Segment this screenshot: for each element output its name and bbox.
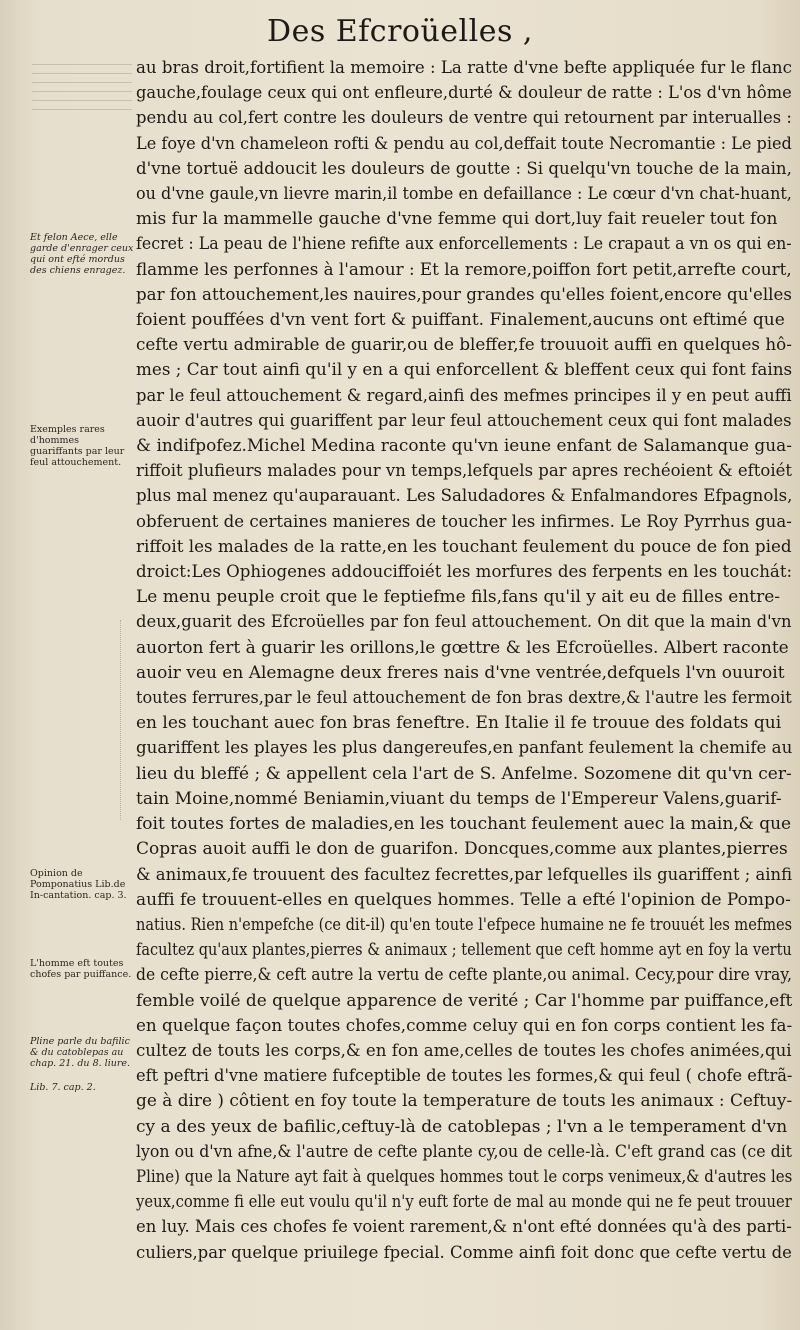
margin-note-aece: Et felon Aece, elle garde d'enrager ceux qui ont efté mordus des chiens enragez. — [30, 232, 134, 276]
text-line: en luy. Mais ces chofes fe voient rarement,& n'ont efté données qu'à des parti- — [136, 1217, 792, 1238]
body-text — [136, 56, 792, 1266]
text-line: toutes ferrures,par le feul attouchement de fon bras dextre,& l'autre les fermoit — [136, 688, 792, 709]
margin-notes — [4, 0, 134, 1330]
text-line: auffi fe trouuent-elles en quelques hommes. Telle a efté l'opinion de Pompo- — [136, 889, 791, 910]
margin-note-lib7: Lib. 7. cap. 2. — [30, 1082, 96, 1093]
text-line: Copras auoit auffi le don de guarifon. Doncques,comme aux plantes,pierres — [136, 839, 788, 860]
text-line: natius. Rien n'empefche (ce dit-il) qu'en toute l'efpece humaine ne fe trouuét les mefmes — [136, 914, 793, 935]
text-line: & indifpofez.Michel Medina raconte qu'vn ieune enfant de Salamanque gua- — [136, 436, 792, 457]
text-line: auoir veu en Alemagne deux freres nais d'vne ventrée,defquels l'vn ouuroit — [136, 662, 785, 683]
text-line: en les touchant auec fon bras feneftre. En Italie il fe trouue des foldats qui — [136, 713, 782, 734]
text-line: flamme les perfonnes à l'amour : Et la remore,poiffon fort petit,arrefte court, — [136, 259, 792, 280]
text-line: de cefte pierre,& ceft autre la vertu de cefte plante,ou animal. Cecy,pour dire vray, — [136, 965, 793, 986]
text-line: deux,guarit des Efcroüelles par fon feul attouchement. On dit que la main d'vn — [136, 612, 792, 633]
faded-margin-note — [32, 60, 132, 110]
text-line: facultez qu'aux plantes,pierres & animaux ; tellement que ceft homme ayt en foy la vertu — [136, 940, 792, 961]
text-line: Pline) que la Nature ayt fait à quelques hommes tout le corps venimeux,& d'autres les — [136, 1166, 793, 1187]
margin-note-pomponatius: Opinion de Pomponatius Lib.de In-cantation. cap. 3. — [30, 868, 127, 901]
text-line: guariffent les playes les plus dangereufes,en panfant feulement la chemife au — [136, 738, 793, 759]
text-line: Le menu peuple croit que le feptiefme fils,fans qu'il y ait eu de filles entre- — [136, 587, 781, 608]
text-line: par fon attouchement,les nauires,pour grandes qu'elles foient,encore qu'elles — [136, 284, 792, 305]
text-line: plus mal menez qu'auparauant. Les Saludadores & Enfalmandores Efpagnols, — [136, 486, 793, 507]
page-title: Des Efcroüelles , — [267, 14, 533, 49]
text-line: foient pouffées d'vn vent fort & puiffant. Finalement,aucuns ont eftimé que — [136, 310, 785, 331]
text-line: droict:Les Ophiogenes addouciffoiét les morfures des ferpents en les touchát: — [136, 562, 793, 583]
text-line: fecret : La peau de l'hiene refifte aux enforcellements : Le crapaut a vn os qui en- — [136, 234, 792, 255]
text-line: & animaux,fe trouuent des facultez fecrettes,par lefquelles ils guariffent ; ainfi — [136, 864, 793, 885]
text-line: lyon ou d'vn afne,& l'autre de cefte plante cy,ou de celle-là. C'eft grand cas (ce dit — [136, 1141, 793, 1162]
text-line: femble voilé de quelque apparence de verité ; Car l'homme par puiffance,eft — [136, 990, 793, 1011]
text-line: en quelque façon toutes chofes,comme celuy qui en fon corps contient les fa- — [136, 1015, 793, 1036]
margin-note-homme: L'homme eft toutes chofes par puiffance. — [30, 958, 132, 980]
text-line: au bras droit,fortifient la memoire : La ratte d'vne befte appliquée fur le flanc — [136, 58, 792, 78]
text-line: cultez de touts les corps,& en fon ame,celles de toutes les chofes animées,qui — [136, 1040, 792, 1061]
text-line: riffoit les malades de la ratte,en les touchant feulement du pouce de fon pied — [136, 536, 792, 557]
text-line: yeux,comme fi elle eut voulu qu'il n'y euft forte de mal au monde qui ne fe peut trouuer — [136, 1192, 792, 1213]
text-line: gauche,foulage ceux qui ont enfleure,durté & douleur de ratte : L'os d'vn hôme — [136, 83, 792, 104]
text-line: eft peftri d'vne matiere fufceptible de toutes les formes,& qui feul ( chofe eftrã- — [136, 1066, 793, 1087]
text-line: Le foye d'vn chameleon rofti & pendu au col,deffait toute Necromantie : Le pied — [136, 133, 792, 154]
text-line: lieu du bleffé ; & appellent cela l'art de S. Anfelme. Sozomene dit qu'vn cer- — [136, 763, 792, 784]
text-line: ge à dire ) côtient en foy toute la temperature de touts les animaux : Ceftuy- — [136, 1091, 793, 1112]
margin-note-pline: Pline parle du bafilic & du catoblepas au chap. 21. du 8. liure. — [30, 1036, 131, 1069]
text-line: tain Moine,nommé Beniamin,viuant du temps de l'Empereur Valens,guarif- — [136, 788, 782, 809]
text-line: foit toutes fortes de maladies,en les touchant feulement auec la main,& que — [136, 814, 792, 835]
text-line: ou d'vne gaule,vn lievre marin,il tombe en defaillance : Le cœur d'vn chat-huant, — [136, 184, 792, 205]
text-line: mes ; Car tout ainfi qu'il y en a qui enforcellent & bleffent ceux qui font fains — [136, 360, 793, 381]
text-line: mis fur la mammelle gauche d'vne femme qui dort,luy fait reueler tout fon — [136, 209, 778, 230]
gutter-mark — [120, 620, 137, 820]
margin-note-exemples: Exemples rares d'hommes guariffants par leur feul attouchement. — [30, 424, 125, 468]
text-line: auoir d'autres qui guariffent par leur feul attouchement ceux qui font malades — [136, 410, 792, 431]
text-line: par le feul attouchement & regard,ainfi des mefmes principes il y en peut auffi — [136, 385, 792, 406]
text-line: culiers,par quelque priuilege fpecial. Comme ainfi foit donc que cefte vertu de — [136, 1242, 792, 1263]
text-line: auorton fert à guarir les orillons,le gœttre & les Efcroüelles. Albert raconte — [136, 637, 789, 658]
text-line: obferuent de certaines manieres de toucher les infirmes. Le Roy Pyrrhus gua- — [136, 511, 792, 532]
text-line: cefte vertu admirable de guarir,ou de bleffer,fe trouuoit auffi en quelques hô- — [136, 335, 792, 356]
text-line: d'vne tortuë addoucit les douleurs de goutte : Si quelqu'vn touche de la main, — [136, 158, 792, 179]
text-line: cy a des yeux de bafilic,ceftuy-là de catoblepas ; l'vn a le temperament d'vn — [136, 1116, 788, 1137]
text-line: pendu au col,fert contre les douleurs de ventre qui retournent par interualles : — [136, 108, 792, 129]
text-line: riffoit plufieurs malades pour vn temps,lefquels par apres rechéoient & eftoiét — [136, 461, 792, 482]
